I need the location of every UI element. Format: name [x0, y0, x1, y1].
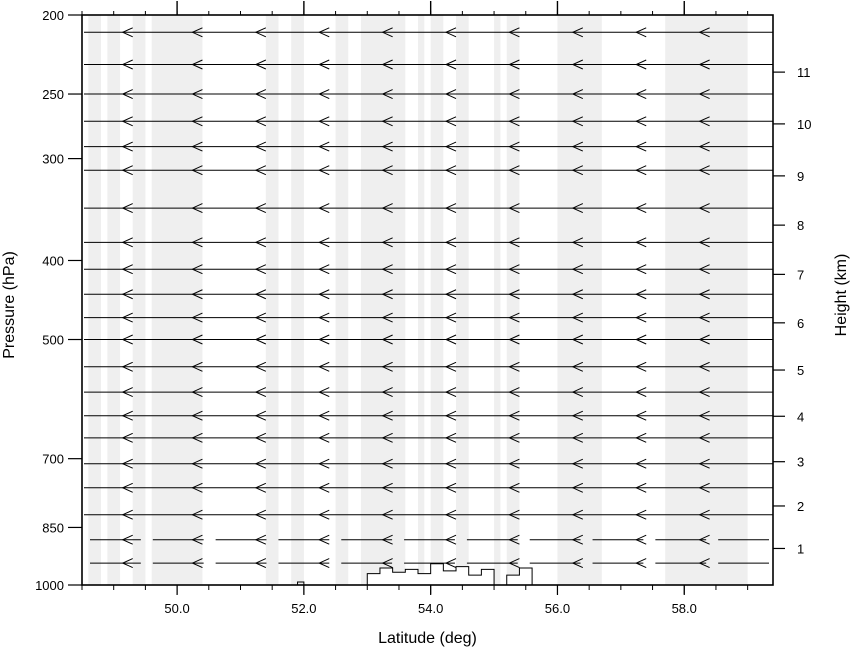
- pressure-tick-label: 1000: [35, 578, 64, 593]
- shaded-band: [418, 15, 424, 585]
- height-tick-label: 3: [797, 454, 805, 470]
- pressure-tick-label: 500: [42, 332, 64, 348]
- x-tick-label: 50.0: [164, 601, 190, 616]
- shaded-band: [107, 15, 120, 585]
- x-axis-title: Latitude (deg): [378, 630, 477, 647]
- x-tick-label: 56.0: [544, 601, 571, 616]
- height-tick-label: 4: [797, 409, 805, 425]
- x-tick-label: 58.0: [671, 601, 697, 616]
- shaded-band: [456, 15, 469, 585]
- shaded-band: [336, 15, 349, 585]
- pressure-tick-label: 200: [42, 8, 64, 23]
- x-axis: [82, 585, 748, 616]
- height-tick-label: 5: [797, 363, 805, 379]
- shaded-band: [133, 15, 146, 585]
- height-axis: [773, 65, 811, 556]
- pressure-tick-label: 300: [42, 151, 64, 167]
- shaded-band: [557, 15, 601, 585]
- pressure-tick-label: 250: [42, 87, 64, 103]
- pressure-tick-label: 700: [42, 451, 64, 467]
- height-tick-label: 11: [797, 65, 811, 81]
- height-axis-title: Height (km): [833, 253, 850, 337]
- shaded-band: [152, 15, 203, 585]
- x-tick-label: 54.0: [418, 601, 444, 616]
- pressure-tick-label: 850: [42, 520, 64, 536]
- height-tick-label: 1: [797, 541, 805, 557]
- shaded-band: [494, 15, 500, 585]
- height-tick-label: 8: [797, 218, 805, 234]
- shaded-band: [507, 15, 520, 585]
- height-tick-label: 2: [797, 498, 805, 514]
- shaded-band: [88, 15, 101, 585]
- shaded-band: [361, 15, 405, 585]
- pressure-axis: [35, 8, 82, 593]
- x-tick-label: 52.0: [291, 601, 317, 616]
- height-tick-label: 10: [797, 116, 812, 132]
- x-top-axis: [82, 1, 748, 15]
- shaded-bands: [88, 15, 747, 585]
- height-tick-label: 7: [797, 267, 805, 283]
- height-tick-label: 9: [797, 168, 805, 184]
- shaded-band: [291, 15, 304, 585]
- pressure-axis-title: Pressure (hPa): [1, 251, 18, 359]
- shaded-band: [665, 15, 747, 585]
- shaded-band: [266, 15, 279, 585]
- pressure-tick-label: 400: [42, 253, 64, 269]
- height-tick-label: 6: [797, 315, 805, 331]
- shaded-band: [431, 15, 444, 585]
